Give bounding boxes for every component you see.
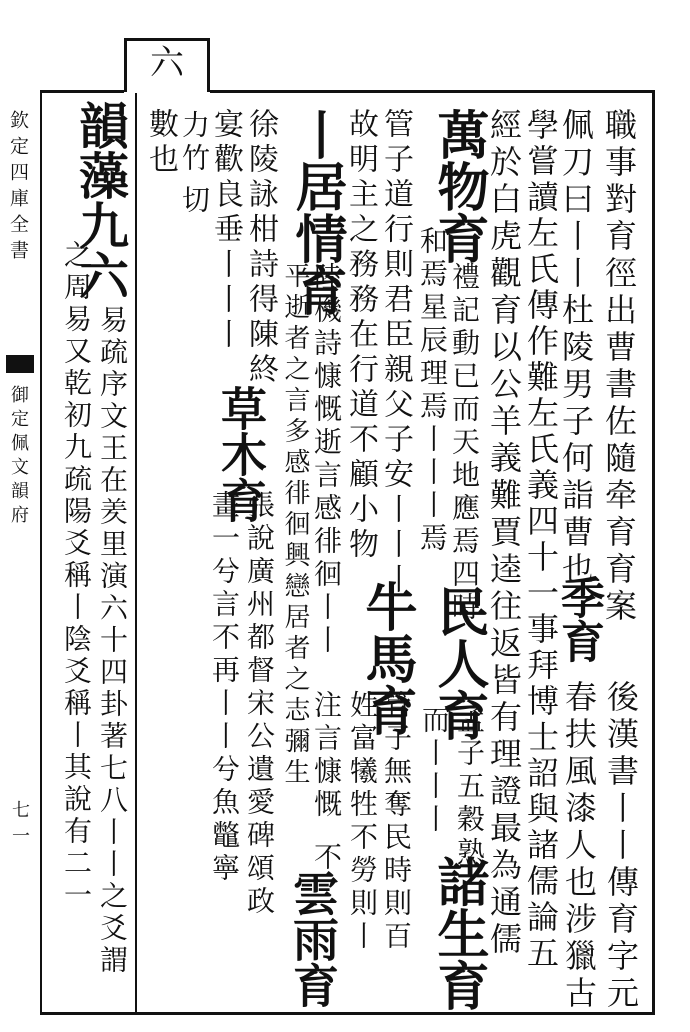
book-title: 欽定四庫全書 — [7, 110, 29, 266]
text-column: 而丨丨丨 — [418, 705, 451, 837]
left-margin-rule — [40, 92, 42, 1012]
headword: 萬物育 — [428, 108, 489, 264]
text-column: 平逝者之言多感徘徊興戀居者之志彌生 — [280, 262, 310, 789]
text-column: 易疏序文王在羑里演六十四卦著七八丨丨之爻謂 — [96, 305, 129, 977]
headword: 季育 — [553, 575, 604, 663]
text-column: 孟子五穀熟 — [453, 705, 486, 870]
text-column: 注言慷慨 — [310, 690, 343, 822]
text-column: 後漢書丨丨傳育字元 — [602, 680, 640, 1013]
frame-top — [40, 90, 124, 93]
text-column: 徐陵詠柑詩得陳終 — [243, 108, 278, 388]
tab-top-rule — [124, 38, 210, 41]
text-column: 切 — [178, 185, 211, 218]
volume-number: 六 — [150, 43, 184, 83]
headword: 草木育 — [214, 385, 268, 523]
text-column: 學嘗讀左氏傳作難左氏義四十一事拜博士詔與諸儒論五 — [522, 108, 560, 972]
text-column: 畫一兮言不再丨丨兮魚鼈寧 — [208, 490, 241, 886]
column-rule — [135, 93, 137, 1012]
text-column: 力竹 — [178, 110, 211, 176]
text-column: 佩刀曰丨丨杜陵男子何詣曹也 — [557, 108, 595, 589]
text-column: 管子無奪民時則百 — [380, 690, 413, 954]
text-column: 經於白虎觀育以公羊義難賈逵往返皆有理證最為通儒 — [485, 108, 523, 959]
section-title: 御定佩文韻府 — [8, 385, 29, 529]
text-column: 和焉星辰理焉丨丨丨焉 — [416, 226, 449, 556]
text-column: 數也 — [143, 108, 178, 178]
section-marker — [6, 355, 34, 373]
text-column: 張說廣州都督宋公遺愛碑頌政 — [243, 490, 276, 919]
text-column: 姓富犧牲不勞則丨 — [346, 690, 379, 954]
page-number: 七一 — [9, 800, 30, 852]
tab-right-rule — [207, 38, 210, 92]
text-column: 不 — [310, 842, 343, 875]
text-column: 宴歡良垂丨丨丨 — [208, 108, 243, 353]
text-column: 禮記動已而天地應焉四時 — [448, 262, 481, 625]
headword: 牛馬育 — [356, 580, 417, 736]
headword: 韻藻九六 — [71, 100, 130, 300]
text-column: 故明主之務務在行道不顧小物 — [343, 108, 378, 563]
text-column: 管子道行則君臣親父子安丨丨丨 — [378, 108, 413, 598]
headword: 諸生育 — [428, 855, 489, 1011]
tab-left-rule — [124, 38, 127, 92]
frame-right — [652, 90, 655, 1015]
headword: 雲雨育 — [286, 870, 340, 1008]
text-column: 春扶風漆人也涉獵古 — [560, 680, 598, 1013]
headword: 民人育 — [428, 585, 489, 741]
text-column: 之周易又乾初九疏陽爻稱丨陰爻稱丨其說有二一 — [60, 240, 93, 912]
headword: 丨居情育 — [286, 108, 347, 316]
text-column: 陸機詩慷慨逝言感徘徊丨丨 — [310, 262, 343, 658]
frame-top-right — [210, 90, 655, 93]
text-column: 職事對育徑出曹書佐隨牵育育案 — [600, 108, 638, 626]
